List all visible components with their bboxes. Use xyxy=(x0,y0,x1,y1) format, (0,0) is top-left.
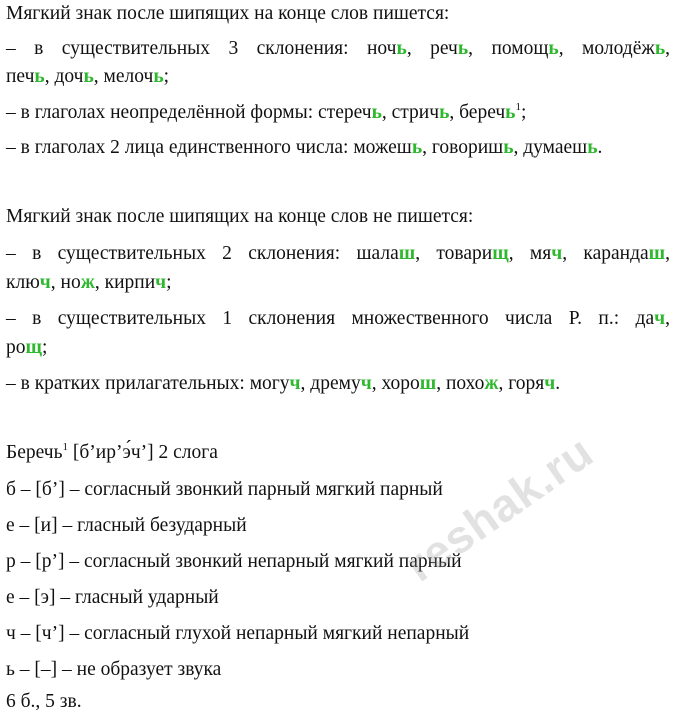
word: хорош xyxy=(381,373,437,394)
footnote-marker: 1 xyxy=(62,441,68,453)
section1-heading: Мягкий знак после шипящих на конце слов пишется: xyxy=(6,3,450,24)
word: дочь xyxy=(54,66,94,87)
word: печь xyxy=(6,66,45,87)
word: можешь xyxy=(353,137,423,158)
word: ночь xyxy=(367,38,407,59)
word: стеречь xyxy=(318,102,382,123)
word: мяч xyxy=(529,243,563,264)
word: беречь xyxy=(459,102,516,123)
section2-heading: Мягкий знак после шипящих на конце слов не пишется: xyxy=(6,206,474,227)
word: думаешь xyxy=(523,137,598,158)
word: рощ xyxy=(6,337,42,358)
word: похож xyxy=(445,373,499,394)
transcription: [б’ир’э́ч’] xyxy=(72,442,154,463)
footnote-marker: 1 xyxy=(515,101,521,113)
word: ключ xyxy=(6,272,51,293)
s1-item1-line2: печь, дочь, мелочь; xyxy=(6,66,170,87)
s2-item1-line2: ключ, нож, кирпич; xyxy=(6,272,172,293)
analysis-summary: 6 б., 5 зв. xyxy=(6,691,82,712)
word: молодёжь xyxy=(582,38,666,59)
word: товарищ xyxy=(436,243,509,264)
word: дач xyxy=(635,308,666,329)
s2-item3: – в кратких прилагательных: могуч, дремуч, хорош, похож, горяч. xyxy=(6,373,561,394)
analysis-title xyxy=(6,441,670,465)
s2-item2-line1: – в существительных 1 склонения множественного числа Р. п.: дач, xyxy=(6,308,670,329)
word: горяч xyxy=(508,373,556,394)
word: говоришь xyxy=(431,137,514,158)
watermark: reshak.ru xyxy=(395,424,603,592)
s1-item3: – в глаголах 2 лица единственного числа: можешь, говоришь, думаешь. xyxy=(6,137,603,158)
analysis-row: ь – [–] – не образует звука xyxy=(6,659,222,680)
word: речь xyxy=(430,38,469,59)
analysis-row: б – [б’] – согласный звонкий парный мягкий парный xyxy=(6,479,443,500)
word: шалаш xyxy=(356,243,416,264)
s1-item2: – в глаголах неопределённой формы: стеречь, стричь, беречь$^1$; xyxy=(6,101,527,123)
analysis-row: ч – [ч’] – согласный глухой непарный мягкий непарный xyxy=(6,623,470,644)
word: кирпич xyxy=(104,272,167,293)
word: помощь xyxy=(491,38,559,59)
s2-item1-line1: – в существительных 2 склонения: шалаш, товарищ, мяч, карандаш, xyxy=(6,243,671,264)
s1-item1-line1: – в существительных 3 склонения: ночь, речь, помощь, молодёжь, xyxy=(6,38,671,59)
word: карандаш xyxy=(583,243,666,264)
word: дремуч xyxy=(310,373,372,394)
word: мелочь xyxy=(103,66,164,87)
analysis-row: р – [р’] – согласный звонкий непарный мягкий парный xyxy=(6,551,462,572)
word: стричь xyxy=(391,102,450,123)
analysis-word: Беречь xyxy=(6,442,63,463)
syllable-count: 2 слога xyxy=(158,442,218,463)
analysis-row: е – [и] – гласный безударный xyxy=(6,515,247,536)
word: могуч xyxy=(249,373,301,394)
analysis-row: е – [э] – гласный ударный xyxy=(6,587,219,608)
s2-item2-line2: рощ; xyxy=(6,337,48,358)
word: нож xyxy=(60,272,95,293)
s1-item1-intro: – в существительных 3 склонения: xyxy=(6,38,367,59)
